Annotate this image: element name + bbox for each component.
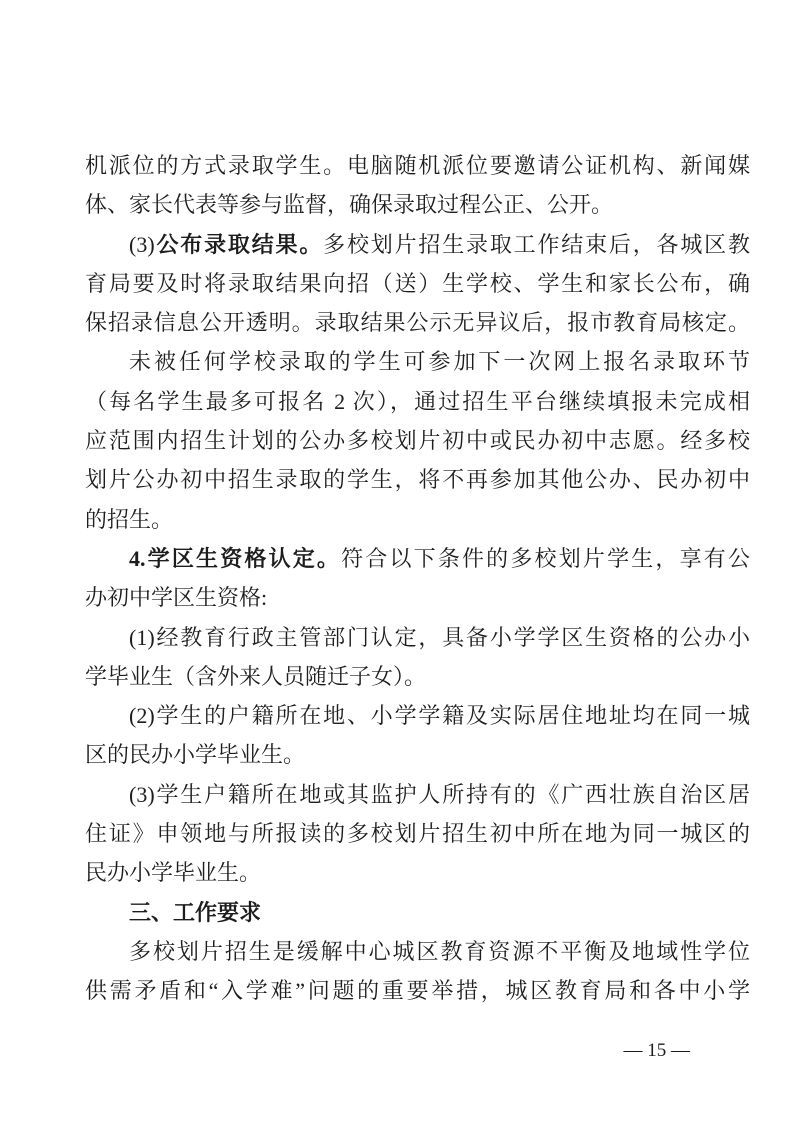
text-line: (2)学生的户籍所在地、小学学籍及实际居住地址均在同一城 xyxy=(129,703,750,729)
text-line: 划片公办初中招生录取的学生，将不再参加其他公办、民办初中 xyxy=(85,467,750,493)
text-line: 学毕业生（含外来人员随迁子女）。 xyxy=(85,663,427,689)
text-line: 育局要及时将录取结果向招（送）生学校、学生和家长公布，确 xyxy=(85,270,750,296)
text-line: (1)经教育行政主管部门认定，具备小学学区生资格的公办小 xyxy=(129,624,750,650)
text-line: 应范围内招生计划的公办多校划片初中或民办初中志愿。经多校 xyxy=(85,428,750,454)
page-number: — 15 — xyxy=(623,1040,690,1061)
paragraph-lead: 公布录取结果。 xyxy=(154,231,324,257)
document-body xyxy=(85,146,750,1011)
text-line: 保招录信息公开透明。录取结果公示无异议后，报市教育局核定。 xyxy=(85,310,750,336)
text-segment: 多校划片招生录取工作结束后，各城区教 xyxy=(323,231,750,257)
text-line: （每名学生最多可报名 2 次），通过招生平台继续填报未完成相 xyxy=(85,388,750,414)
text-line: 的招生。 xyxy=(85,506,174,532)
text-line: 区的民办小学毕业生。 xyxy=(85,742,306,768)
list-marker: (3) xyxy=(129,231,155,257)
text-line xyxy=(85,225,750,264)
text-line: 办初中学区生资格: xyxy=(85,585,268,611)
text-line: 体、家长代表等参与监督，确保录取过程公正、公开。 xyxy=(85,192,614,218)
text-line: 未被任何学校录取的学生可参加下一次网上报名录取环节 xyxy=(129,349,750,375)
section-heading: 三、工作要求 xyxy=(129,899,262,925)
text-line: (3)学生户籍所在地或其监护人所持有的《广西壮族自治区居 xyxy=(129,781,750,807)
paragraph-lead: 4.学区生资格认定。 xyxy=(129,545,342,571)
text-line: 供需矛盾和“入学难”问题的重要举措，城区教育局和各中小学 xyxy=(85,978,751,1004)
text-line: 多校划片招生是缓解中心城区教育资源不平衡及地域性学位 xyxy=(129,938,750,964)
text-line: 住证》申领地与所报读的多校划片招生初中所在地为同一城区的 xyxy=(85,821,750,847)
text-line: 机派位的方式录取学生。电脑随机派位要邀请公证机构、新闻媒 xyxy=(85,153,750,178)
text-segment: 符合以下条件的多校划片学生，享有公 xyxy=(341,545,750,571)
text-line: 民办小学毕业生。 xyxy=(85,860,262,886)
text-line xyxy=(85,539,750,578)
